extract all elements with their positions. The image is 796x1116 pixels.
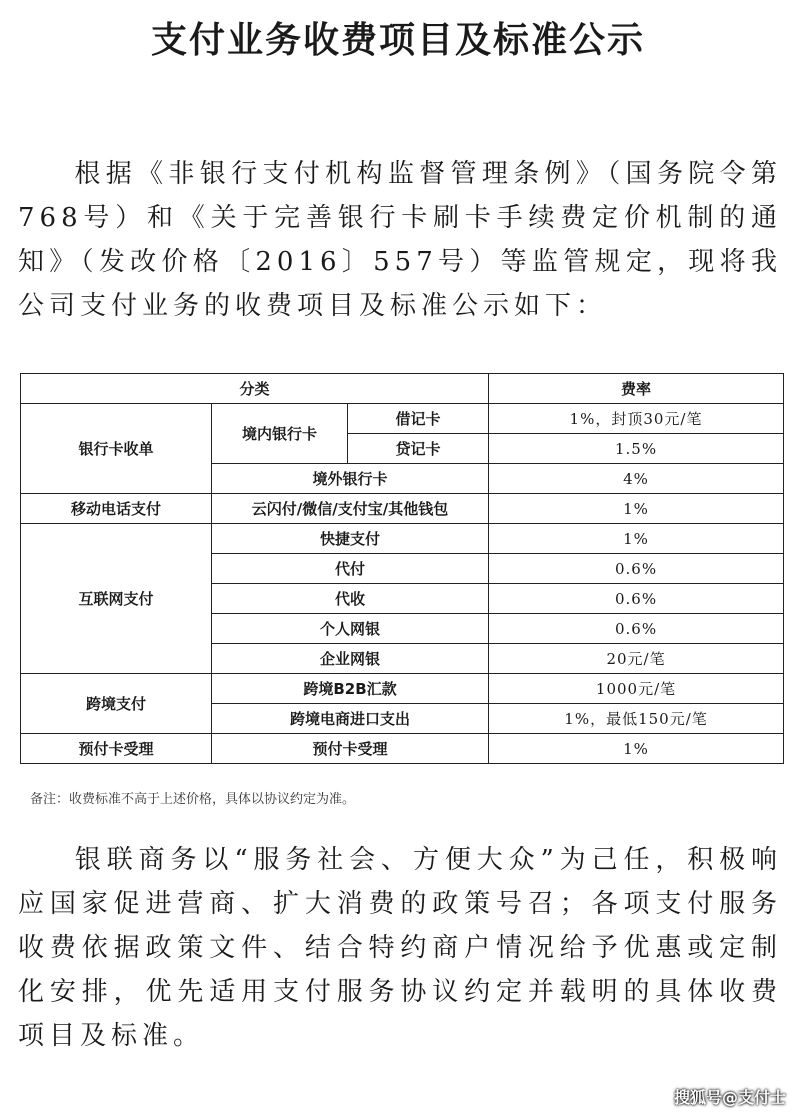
table-note: 备注：收费标准不高于上述价格，具体以协议约定为准。 [30, 792, 356, 807]
table-row [21, 734, 784, 764]
table-row [21, 404, 784, 434]
closing-paragraph [18, 838, 782, 1058]
rate-wallets: 1% [489, 494, 784, 524]
table-row [21, 494, 784, 524]
item-debit-card: 借记卡 [348, 404, 489, 434]
category-bank-card: 银行卡收单 [21, 404, 212, 494]
item-b2b-remittance: 跨境B2B汇款 [212, 674, 489, 704]
fee-table [20, 373, 784, 764]
item-ecommerce-import: 跨境电商进口支出 [212, 704, 489, 734]
rate-debit-card: 1%，封顶30元/笔 [489, 404, 784, 434]
item-wallets: 云闪付/微信/支付宝/其他钱包 [212, 494, 489, 524]
rate-ecommerce-import: 1%，最低150元/笔 [489, 704, 784, 734]
table-row [21, 674, 784, 704]
table-header-row [21, 374, 784, 404]
closing-text: 银联商务以“服务社会、方便大众”为己任，积极响应国家促进营商、扩大消费的政策号召；各项支付服务收费依据政策文件、结合特约商户情况给予优惠或定制化安排，优先适用支付服务协议约定并载明的具体收费项目及标准。 [18, 845, 782, 1051]
item-foreign-card: 境外银行卡 [212, 464, 489, 494]
category-internet-payment: 互联网支付 [21, 524, 212, 674]
intro-paragraph [18, 152, 782, 328]
item-corporate-banking: 企业网银 [212, 644, 489, 674]
item-collection: 代收 [212, 584, 489, 614]
page-title: 支付业务收费项目及标准公示 [150, 20, 645, 61]
rate-corporate-banking: 20元/笔 [489, 644, 784, 674]
rate-b2b-remittance: 1000元/笔 [489, 674, 784, 704]
table-row [21, 524, 784, 554]
rate-payout: 0.6% [489, 554, 784, 584]
rate-prepaid-card: 1% [489, 734, 784, 764]
item-personal-banking: 个人网银 [212, 614, 489, 644]
item-prepaid-card: 预付卡受理 [212, 734, 489, 764]
item-quick-pay: 快捷支付 [212, 524, 489, 554]
rate-foreign-card: 4% [489, 464, 784, 494]
rate-personal-banking: 0.6% [489, 614, 784, 644]
rate-credit-card: 1.5% [489, 434, 784, 464]
rate-collection: 0.6% [489, 584, 784, 614]
item-credit-card: 贷记卡 [348, 434, 489, 464]
rate-quick-pay: 1% [489, 524, 784, 554]
watermark: 搜狐号@支付士 [673, 1088, 786, 1107]
subcategory-domestic-card: 境内银行卡 [212, 404, 348, 464]
intro-text: 根据《非银行支付机构监督管理条例》（国务院令第768号）和《关于完善银行卡刷卡手续费定价机制的通知》（发改价格〔2016〕557号）等监管规定，现将我公司支付业务的收费项目及标准公示如下： [18, 159, 782, 321]
category-mobile-payment: 移动电话支付 [21, 494, 212, 524]
category-prepaid-card: 预付卡受理 [21, 734, 212, 764]
item-payout: 代付 [212, 554, 489, 584]
header-rate: 费率 [489, 374, 784, 404]
category-cross-border: 跨境支付 [21, 674, 212, 734]
header-category: 分类 [21, 374, 489, 404]
